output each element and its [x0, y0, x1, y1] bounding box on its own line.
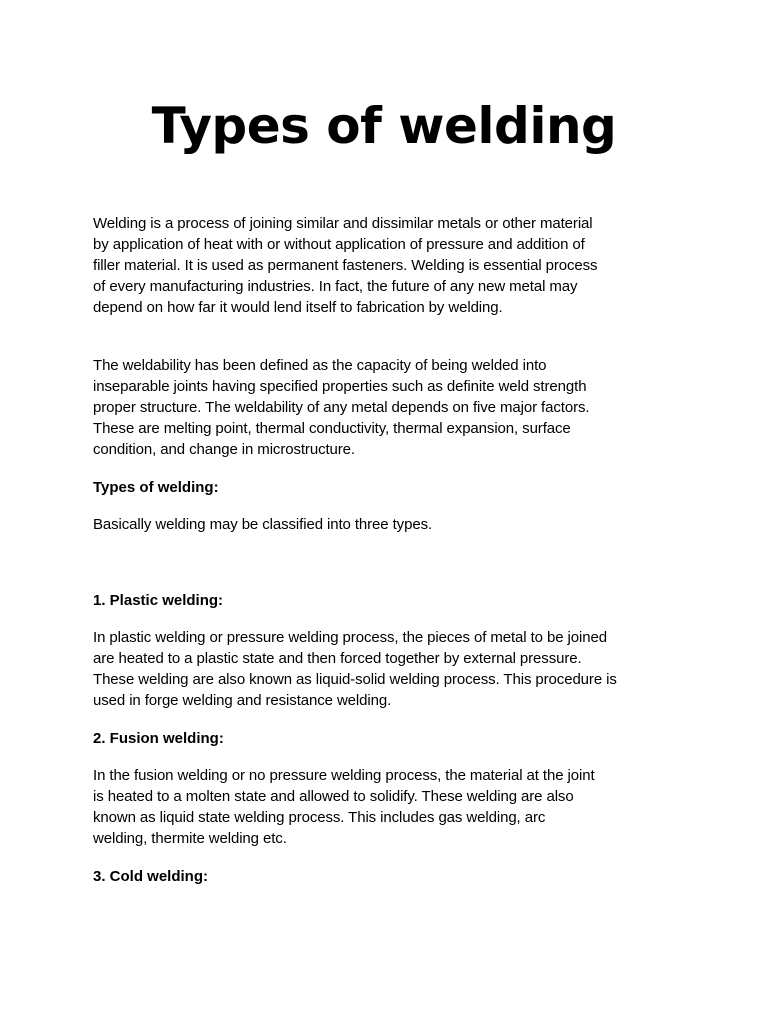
- weldability-line: inseparable joints having specified properties such as definite weld strength: [93, 378, 587, 395]
- intro-line: depend on how far it would lend itself to fabrication by welding.: [93, 299, 503, 316]
- fusion-welding-line: In the fusion welding or no pressure welding process, the material at the joint: [93, 767, 595, 784]
- fusion-welding-line: welding, thermite welding etc.: [93, 830, 287, 847]
- plastic-welding-line: These welding are also known as liquid-solid welding process. This procedure is: [93, 671, 617, 688]
- intro-line: by application of heat with or without application of pressure and addition of: [93, 236, 585, 253]
- weldability-line: These are melting point, thermal conductivity, thermal expansion, surface: [93, 420, 571, 437]
- weldability-paragraph: [93, 355, 683, 460]
- plastic-welding-line: In plastic welding or pressure welding process, the pieces of metal to be joined: [93, 629, 607, 646]
- intro-line: Welding is a process of joining similar and dissimilar metals or other material: [93, 215, 593, 232]
- intro-line: of every manufacturing industries. In fact, the future of any new metal may: [93, 278, 578, 295]
- plastic-welding-heading: 1. Plastic welding:: [93, 592, 224, 609]
- page-title: Types of welding: [151, 97, 617, 155]
- weldability-line: condition, and change in microstructure.: [93, 441, 355, 458]
- plastic-welding-line: used in forge welding and resistance welding.: [93, 692, 392, 709]
- plastic-welding-paragraph: [93, 627, 683, 711]
- types-intro-line: Basically welding may be classified into three types.: [93, 516, 433, 533]
- weldability-line: The weldability has been defined as the capacity of being welded into: [93, 357, 547, 374]
- types-intro-paragraph: [93, 514, 683, 535]
- weldability-line: proper structure. The weldability of any metal depends on five major factors.: [93, 399, 590, 416]
- fusion-welding-heading: 2. Fusion welding:: [93, 730, 224, 747]
- fusion-welding-line: is heated to a molten state and allowed to solidify. These welding are also: [93, 788, 574, 805]
- fusion-welding-paragraph: [93, 765, 683, 849]
- cold-welding-heading: 3. Cold welding:: [93, 868, 208, 885]
- intro-paragraph: [93, 213, 683, 318]
- plastic-welding-line: are heated to a plastic state and then forced together by external pressure.: [93, 650, 582, 667]
- fusion-welding-line: known as liquid state welding process. This includes gas welding, arc: [93, 809, 546, 826]
- intro-line: filler material. It is used as permanent fasteners. Welding is essential process: [93, 257, 598, 274]
- types-heading: Types of welding:: [93, 479, 219, 496]
